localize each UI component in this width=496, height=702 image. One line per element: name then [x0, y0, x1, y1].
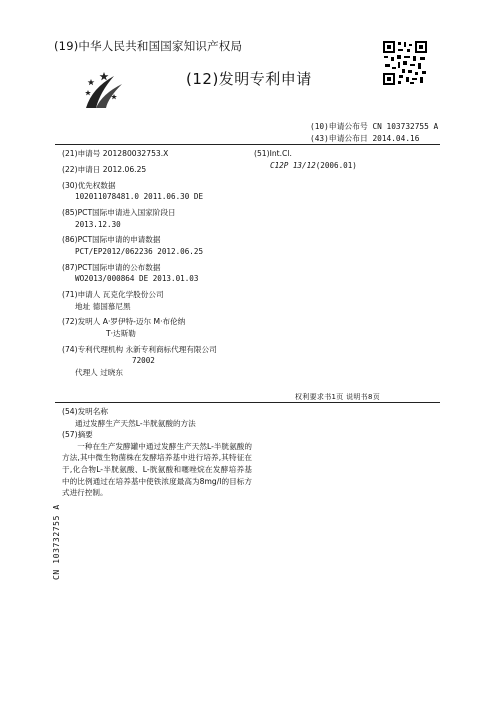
- header-divider: [55, 144, 440, 145]
- abstract-divider: [55, 402, 440, 403]
- patent-office-name: (19)中华人民共和国国家知识产权局: [54, 39, 243, 53]
- publication-info: [310, 121, 438, 145]
- int-cl-label: (51)Int.Cl.: [254, 149, 292, 158]
- pct-publication-label: (87)PCT国际申请的公布数据: [62, 262, 161, 272]
- priority-value: 102011078481.0 2011.06.30 DE: [75, 192, 204, 202]
- patent-agent: 代理人 过晓东: [75, 368, 123, 377]
- application-number: (21)申请号 201280032753.X: [62, 149, 169, 158]
- inventors-line-1: (72)发明人 A·罗伊特-迈尔 M·布伦纳: [62, 317, 186, 327]
- agency-code: 72002: [132, 356, 155, 366]
- pct-entry-label: (85)PCT国际申请进入国家阶段日: [62, 207, 176, 217]
- abstract-text: 一种在生产发酵罐中通过发酵生产天然L-半胱氨酸的方法,其中微生物菌株在发酵培养基中进行培养,其特征在于,化合物L-半胱氨酸、L-胱氨酸和噻唑烷在发酵培养基中的比例通过在培养基中使铁浓度最高为8mg/l的目标方式进行控制。: [62, 441, 252, 498]
- applicant-address: 地址 德国慕尼黑: [75, 301, 131, 311]
- invention-title-label: (54)发明名称: [62, 407, 108, 416]
- invention-title: 通过发酵生产天然L-半胱氨酸的方法: [75, 418, 196, 428]
- pct-entry-value: 2013.12.30: [75, 219, 121, 229]
- int-cl-version: (2006.01): [315, 160, 357, 170]
- priority-label: (30)优先权数据: [62, 180, 116, 190]
- side-publication-number: CN 103732755 A: [52, 504, 61, 580]
- patent-agency: (74)专利代理机构 永新专利商标代理有限公司: [62, 344, 217, 354]
- applicant: (71)申请人 瓦克化学股份公司: [62, 290, 164, 300]
- page-count-info: 权利要求书1页 说明书8页: [295, 393, 381, 401]
- abstract-label: (57)摘要: [62, 430, 93, 440]
- patent-office-logo: [82, 70, 128, 110]
- abstract-section: [62, 406, 252, 499]
- int-cl-code: C12P 13/12: [270, 160, 316, 170]
- publication-number: (10)申请公布号 CN 103732755 A: [310, 122, 439, 131]
- classification: [254, 148, 357, 171]
- inventors-line-2: T·达斯勒: [106, 329, 136, 339]
- publication-type-title: (12)发明专利申请: [186, 70, 312, 88]
- pct-application-label: (86)PCT国际申请的申请数据: [62, 235, 161, 245]
- pct-publication-value: WO2013/000864 DE 2013.01.03: [75, 274, 199, 284]
- qr-code: [382, 40, 428, 86]
- filing-date: (22)申请日 2012.06.25: [62, 164, 147, 174]
- bibliographic-data: [62, 148, 262, 383]
- pct-application-value: PCT/EP2012/062236 2012.06.25: [75, 246, 204, 256]
- publication-date: (43)申请公布日 2014.04.16: [310, 134, 420, 143]
